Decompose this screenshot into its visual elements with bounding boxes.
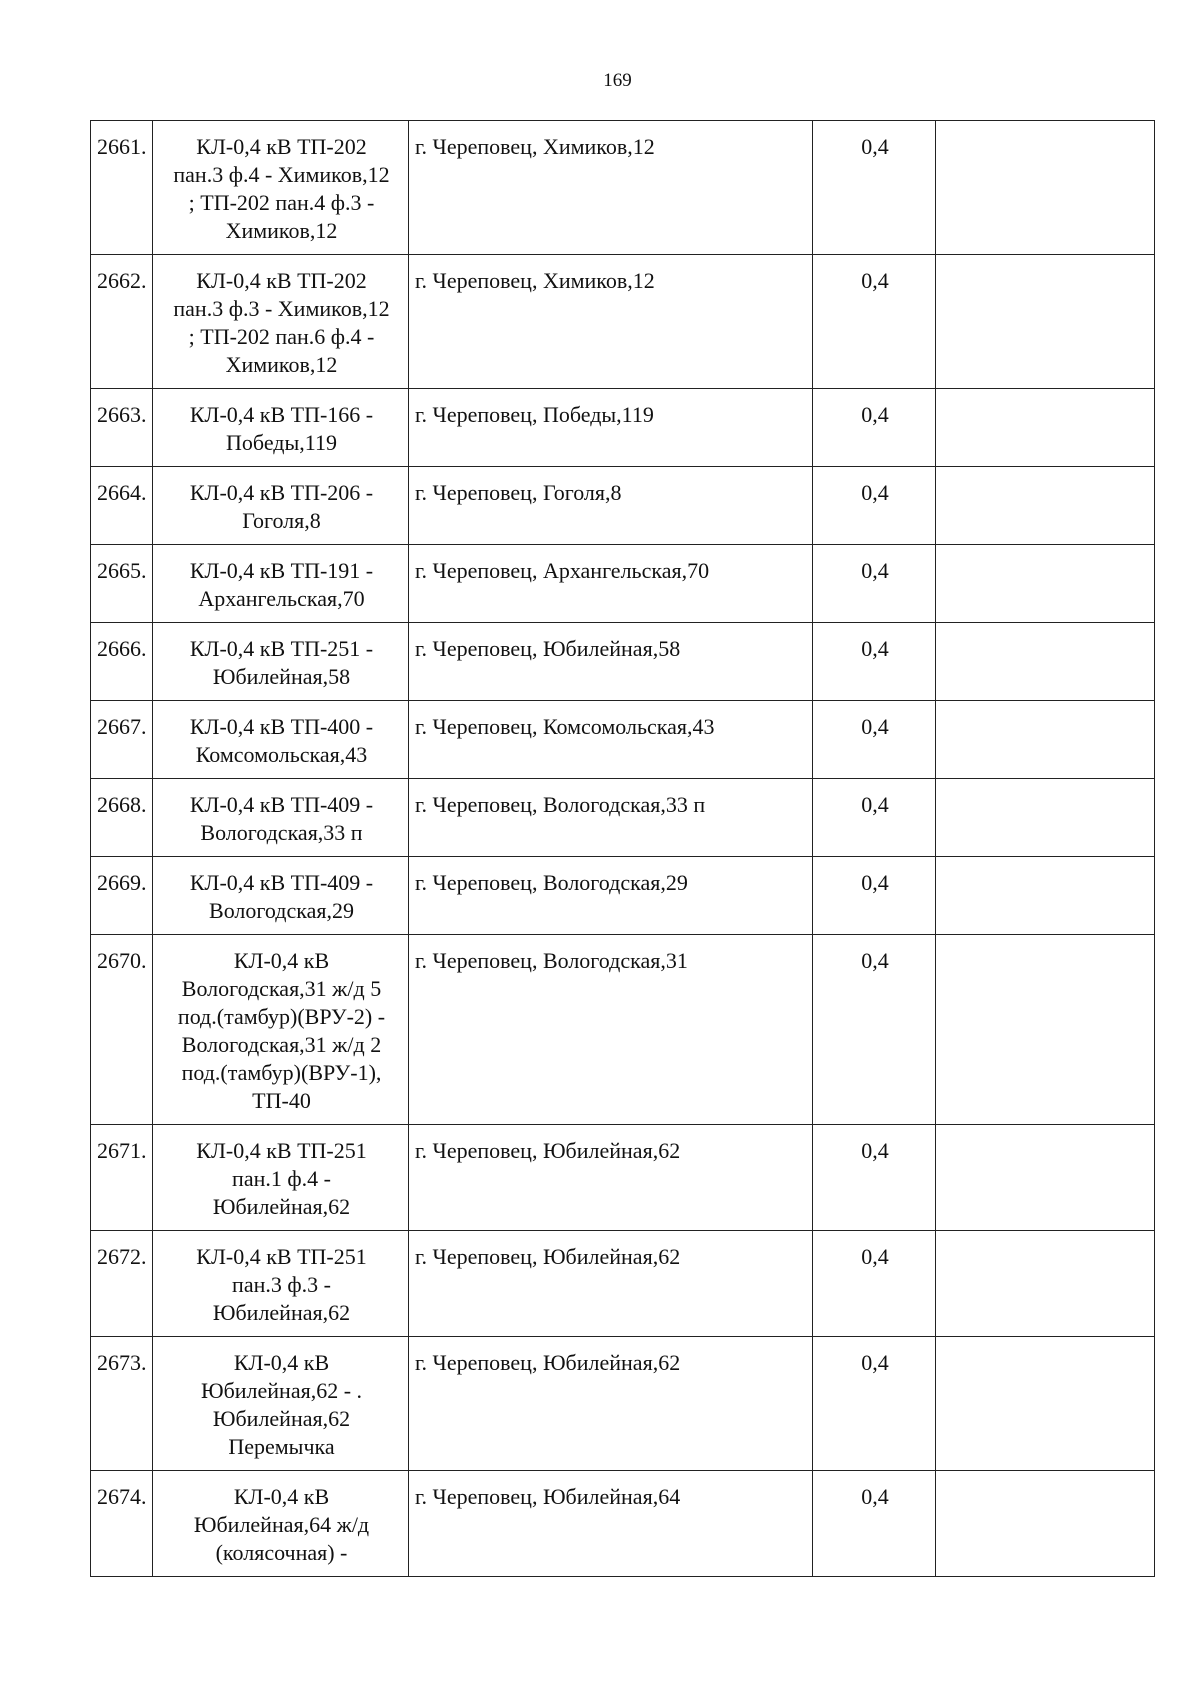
extra-cell <box>936 121 1155 255</box>
cable-line-name: КЛ-0,4 кВ ТП-191 - Архангельская,70 <box>153 545 409 623</box>
cable-line-name: КЛ-0,4 кВ Юбилейная,64 ж/д (колясочная) - <box>153 1471 409 1577</box>
row-number: 2665. <box>91 545 153 623</box>
voltage: 0,4 <box>813 121 936 255</box>
address: г. Череповец, Химиков,12 <box>409 121 813 255</box>
extra-cell <box>936 1337 1155 1471</box>
voltage: 0,4 <box>813 389 936 467</box>
extra-cell <box>936 779 1155 857</box>
voltage: 0,4 <box>813 1471 936 1577</box>
row-number: 2671. <box>91 1125 153 1231</box>
row-number: 2663. <box>91 389 153 467</box>
address: г. Череповец, Юбилейная,64 <box>409 1471 813 1577</box>
cable-line-name: КЛ-0,4 кВ ТП-166 - Победы,119 <box>153 389 409 467</box>
voltage: 0,4 <box>813 1337 936 1471</box>
table-row <box>91 121 1155 255</box>
table-row <box>91 389 1155 467</box>
cable-line-name: КЛ-0,4 кВ Юбилейная,62 - . Юбилейная,62 Перемычка <box>153 1337 409 1471</box>
address: г. Череповец, Юбилейная,62 <box>409 1125 813 1231</box>
table-body <box>91 121 1155 1577</box>
extra-cell <box>936 857 1155 935</box>
table-row <box>91 1125 1155 1231</box>
extra-cell <box>936 1125 1155 1231</box>
row-number: 2666. <box>91 623 153 701</box>
voltage: 0,4 <box>813 779 936 857</box>
extra-cell <box>936 389 1155 467</box>
address: г. Череповец, Архангельская,70 <box>409 545 813 623</box>
table-row <box>91 1337 1155 1471</box>
row-number: 2670. <box>91 935 153 1125</box>
extra-cell <box>936 255 1155 389</box>
extra-cell <box>936 1471 1155 1577</box>
address: г. Череповец, Юбилейная,58 <box>409 623 813 701</box>
row-number: 2661. <box>91 121 153 255</box>
cable-line-name: КЛ-0,4 кВ ТП-206 - Гоголя,8 <box>153 467 409 545</box>
row-number: 2674. <box>91 1471 153 1577</box>
extra-cell <box>936 545 1155 623</box>
address: г. Череповец, Вологодская,33 п <box>409 779 813 857</box>
cable-line-name: КЛ-0,4 кВ ТП-409 - Вологодская,29 <box>153 857 409 935</box>
cable-line-name: КЛ-0,4 кВ ТП-251 - Юбилейная,58 <box>153 623 409 701</box>
address: г. Череповец, Химиков,12 <box>409 255 813 389</box>
row-number: 2673. <box>91 1337 153 1471</box>
cable-line-name: КЛ-0,4 кВ ТП-409 - Вологодская,33 п <box>153 779 409 857</box>
extra-cell <box>936 1231 1155 1337</box>
row-number: 2662. <box>91 255 153 389</box>
voltage: 0,4 <box>813 623 936 701</box>
address: г. Череповец, Победы,119 <box>409 389 813 467</box>
extra-cell <box>936 467 1155 545</box>
table-row <box>91 1231 1155 1337</box>
table-row <box>91 857 1155 935</box>
voltage: 0,4 <box>813 701 936 779</box>
address: г. Череповец, Юбилейная,62 <box>409 1337 813 1471</box>
extra-cell <box>936 701 1155 779</box>
voltage: 0,4 <box>813 545 936 623</box>
row-number: 2667. <box>91 701 153 779</box>
table-row <box>91 701 1155 779</box>
address: г. Череповец, Вологодская,29 <box>409 857 813 935</box>
voltage: 0,4 <box>813 1231 936 1337</box>
row-number: 2664. <box>91 467 153 545</box>
address: г. Череповец, Гоголя,8 <box>409 467 813 545</box>
row-number: 2672. <box>91 1231 153 1337</box>
voltage: 0,4 <box>813 857 936 935</box>
table-row <box>91 255 1155 389</box>
voltage: 0,4 <box>813 1125 936 1231</box>
row-number: 2669. <box>91 857 153 935</box>
table-row <box>91 935 1155 1125</box>
cable-line-name: КЛ-0,4 кВ ТП-202 пан.3 ф.3 - Химиков,12 ; ТП-202 пан.6 ф.4 - Химиков,12 <box>153 255 409 389</box>
voltage: 0,4 <box>813 255 936 389</box>
cable-line-name: КЛ-0,4 кВ ТП-251 пан.1 ф.4 - Юбилейная,62 <box>153 1125 409 1231</box>
address: г. Череповец, Комсомольская,43 <box>409 701 813 779</box>
cable-line-name: КЛ-0,4 кВ Вологодская,31 ж/д 5 под.(тамбур)(ВРУ-2) - Вологодская,31 ж/д 2 под.(тамбур)(ВРУ-1), ТП-40 <box>153 935 409 1125</box>
table-row <box>91 779 1155 857</box>
cable-line-name: КЛ-0,4 кВ ТП-251 пан.3 ф.3 - Юбилейная,62 <box>153 1231 409 1337</box>
cable-lines-table <box>90 120 1155 1577</box>
address: г. Череповец, Юбилейная,62 <box>409 1231 813 1337</box>
extra-cell <box>936 623 1155 701</box>
page-number: 169 <box>603 70 632 91</box>
table-row <box>91 1471 1155 1577</box>
cable-line-name: КЛ-0,4 кВ ТП-400 - Комсомольская,43 <box>153 701 409 779</box>
table-row <box>91 467 1155 545</box>
cable-line-name: КЛ-0,4 кВ ТП-202 пан.3 ф.4 - Химиков,12 ; ТП-202 пан.4 ф.3 - Химиков,12 <box>153 121 409 255</box>
address: г. Череповец, Вологодская,31 <box>409 935 813 1125</box>
row-number: 2668. <box>91 779 153 857</box>
table-row <box>91 623 1155 701</box>
table-row <box>91 545 1155 623</box>
voltage: 0,4 <box>813 467 936 545</box>
extra-cell <box>936 935 1155 1125</box>
voltage: 0,4 <box>813 935 936 1125</box>
